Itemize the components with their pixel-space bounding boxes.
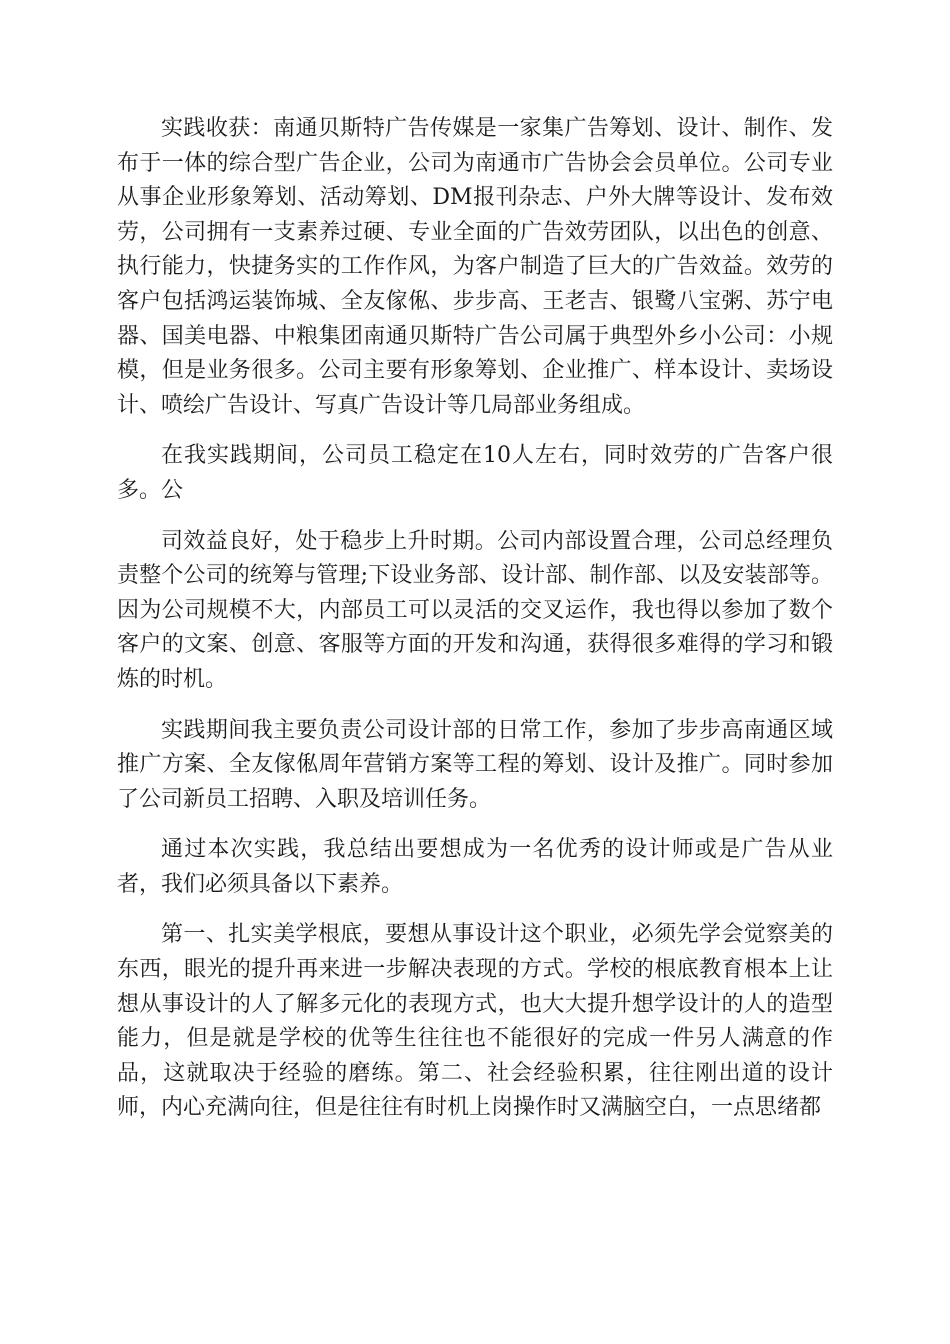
paragraph-practice-gains: 实践收获：南通贝斯特广告传媒是一家集广告筹划、设计、制作、发布于一体的综合型广告企业，公司为南通市广告协会会员单位。公司专业从事企业形象筹划、活动筹划、DM报刊杂志、户外大牌等设计、发布效劳，公司拥有一支素养过硬、专业全面的广告效劳团队，以出色的创意、执行能力，快捷务实的工作作风，为客户制造了巨大的广告效益。效劳的客户包括鸿运装饰城、全友傢俬、步步高、王老吉、银鹭八宝粥、苏宁电器、国美电器、中粮集团南通贝斯特广告公司属于典型外乡小公司：小规模，但是业务很多。公司主要有形象筹划、企业推广、样本设计、卖场设计、喷绘广告设计、写真广告设计等几局部业务组成。 xyxy=(117,116,833,418)
paragraph-summary-intro: 通过本次实践，我总结出要想成为一名优秀的设计师或是广告从业者，我们必须具备以下素养。 xyxy=(117,837,833,897)
paragraph-qualities: 第一、扎实美学根底，要想从事设计这个职业，必须先学会觉察美的东西，眼光的提升再来进一步解决表现的方式。学校的根底教育根本上让想从事设计的人了解多元化的表现方式，也大大提升想学设计的人的造型能力，但是就是学校的优等生往往也不能很好的完成一件另人满意的作品，这就取决于经验的磨练。第二、社会经验积累，往往刚出道的设计师，内心充满向往，但是往往有时机上岗操作时又满脑空白，一点思绪都 xyxy=(117,922,833,1121)
paragraph-company-structure: 司效益良好，处于稳步上升时期。公司内部设置合理，公司总经理负责整个公司的统筹与管理;下设业务部、设计部、制作部、以及安装部等。因为公司规模不大，内部员工可以灵活的交叉运作，我也得以参加了数个客户的文案、创意、客服等方面的开发和沟通，获得很多难得的学习和锻炼的时机。 xyxy=(117,528,833,692)
paragraph-work-duties: 实践期间我主要负责公司设计部的日常工作，参加了步步高南通区域推广方案、全友傢俬周年营销方案等工程的筹划、设计及推广。同时参加了公司新员工招聘、入职及培训任务。 xyxy=(117,717,833,812)
paragraph-practice-period: 在我实践期间，公司员工稳定在10人左右，同时效劳的广告客户很多。公 xyxy=(117,443,833,503)
document-body xyxy=(117,112,833,1142)
